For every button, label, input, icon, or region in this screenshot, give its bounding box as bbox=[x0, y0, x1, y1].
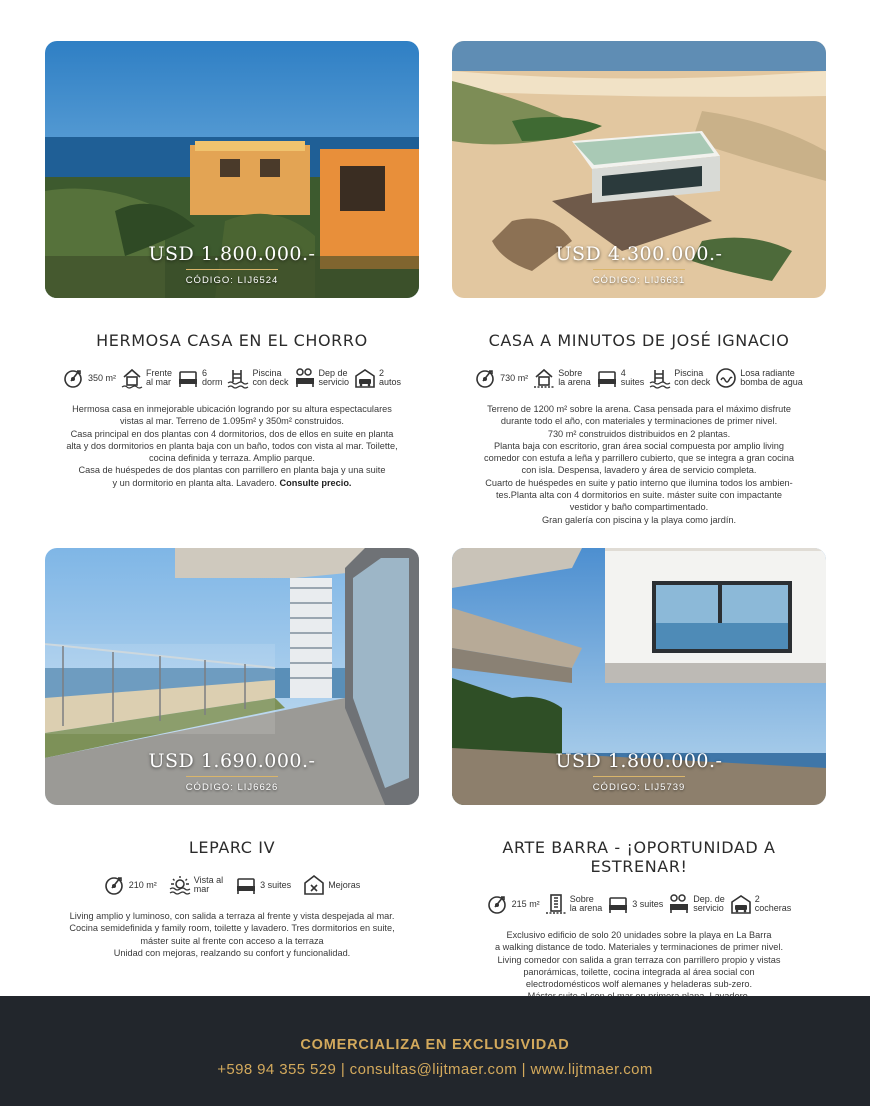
description-line: electrodomésticos wolf alemanes y heladeras sub-zero. bbox=[525, 979, 753, 990]
listing-title: CASA A MINUTOS DE JOSÉ IGNACIO bbox=[488, 331, 790, 350]
footer-contact[interactable]: +598 94 355 529 | consultas@lijtmaer.com | www.lijtmaer.com bbox=[217, 1061, 653, 1078]
area-icon bbox=[104, 874, 126, 896]
feature-suites bbox=[235, 874, 291, 896]
description-line: 730 m² construidos distribuidos en 2 plantas. bbox=[547, 428, 731, 439]
description-line: Exclusivo edificio de solo 20 unidades sobre la playa en La Barra bbox=[506, 930, 772, 940]
listing-title: ARTE BARRA - ¡OPORTUNIDAD A ESTRENAR! bbox=[502, 838, 776, 876]
footer-title: COMERCIALIZA EN EXCLUSIVIDAD bbox=[300, 1037, 570, 1053]
listing-code: CÓDIGO: LIJ6631 bbox=[592, 275, 686, 286]
description-line: Cocina semidefinida y family room, toilette y lavadero. Tres dormitorios en suite, bbox=[69, 923, 395, 934]
price-overlay bbox=[452, 243, 826, 286]
listing-price: USD 4.300.000.- bbox=[555, 243, 723, 265]
listing-card bbox=[45, 548, 419, 959]
price-divider bbox=[593, 776, 685, 777]
area-icon bbox=[487, 893, 509, 915]
feature-label: Sobre la arena bbox=[558, 368, 591, 387]
description-line: a walking distance de todo. Materiales y terminaciones de primer nivel. bbox=[494, 942, 783, 953]
sand-building-icon bbox=[545, 893, 567, 915]
pool-icon bbox=[227, 367, 249, 389]
radiant-floor-icon bbox=[715, 367, 737, 389]
feature-on-sand bbox=[545, 893, 603, 915]
feature-service-quarters bbox=[294, 367, 350, 389]
listing-code: CÓDIGO: LIJ5739 bbox=[592, 782, 686, 793]
price-divider bbox=[186, 269, 278, 270]
price-divider bbox=[593, 269, 685, 270]
description-line: alta y dos dormitorios en planta baja con un baño, todos con vista al mar. Toilette, bbox=[66, 440, 398, 451]
feature-garage bbox=[730, 893, 792, 915]
pool-icon bbox=[649, 367, 671, 389]
listing-photo-jose-ignacio bbox=[452, 41, 826, 298]
feature-sea-view bbox=[169, 874, 223, 896]
description-line: máster suite al frente con acceso a la terraza bbox=[140, 935, 324, 946]
description-line bbox=[51, 477, 413, 489]
listing-card bbox=[45, 41, 419, 489]
price-overlay bbox=[45, 750, 419, 793]
description-line: vestidor y baño compartimentado. bbox=[569, 502, 709, 513]
listing-code: CÓDIGO: LIJ6626 bbox=[185, 782, 279, 793]
service-quarters-icon bbox=[668, 893, 690, 915]
description-text: y un dormitorio en planta alta. Lavadero. bbox=[112, 477, 277, 488]
footer bbox=[0, 996, 870, 1106]
consult-price-cta: Consulte precio. bbox=[276, 477, 352, 488]
listing-photo-leparc bbox=[45, 548, 419, 805]
garage-icon bbox=[730, 893, 752, 915]
feature-label: 210 m² bbox=[128, 879, 157, 890]
feature-pool bbox=[649, 367, 710, 389]
feature-list bbox=[45, 872, 419, 898]
listing-description bbox=[45, 910, 419, 959]
feature-label: Mejoras bbox=[328, 879, 361, 890]
price-overlay bbox=[452, 750, 826, 793]
listing-card bbox=[452, 548, 826, 1015]
listing-title: HERMOSA CASA EN EL CHORRO bbox=[96, 331, 368, 350]
service-quarters-icon bbox=[294, 367, 316, 389]
feature-garage bbox=[354, 367, 401, 389]
feature-suites bbox=[596, 367, 645, 389]
feature-area bbox=[475, 367, 528, 389]
feature-label: Dep de servicio bbox=[318, 368, 350, 387]
feature-label: Vista al mar bbox=[193, 875, 224, 894]
feature-label: Piscina con deck bbox=[674, 368, 711, 387]
description-line: Cuarto de huéspedes en suite y patio interno que ilumina todos los ambien- bbox=[485, 477, 793, 488]
feature-label: 3 suites bbox=[632, 898, 664, 909]
description-line: Living comedor con salida a gran terraza con parrillero propio y vistas bbox=[497, 954, 781, 965]
garage-icon bbox=[354, 367, 376, 389]
feature-list bbox=[45, 365, 419, 391]
feature-label: Piscina con deck bbox=[252, 368, 289, 387]
description-line: Unidad con mejoras, realzando su confort y funcionalidad. bbox=[113, 947, 351, 958]
listing-photo-house-el-chorro bbox=[45, 41, 419, 298]
description-line: con isla. Despensa, lavadero y área de servicio completa. bbox=[521, 465, 757, 476]
feature-label: 3 suites bbox=[260, 879, 292, 890]
description-line: Gran galería con piscina y la playa como jardín. bbox=[541, 514, 737, 525]
description-line: cocina definida y terraza. Amplio parque. bbox=[149, 453, 315, 464]
sea-front-icon bbox=[121, 367, 143, 389]
sand-icon bbox=[533, 367, 555, 389]
feature-label: 2 autos bbox=[379, 368, 402, 387]
price-divider bbox=[186, 776, 278, 777]
feature-label: Losa radiante bomba de agua bbox=[740, 368, 803, 387]
feature-label: Dep. de servicio bbox=[693, 894, 725, 913]
feature-area bbox=[104, 874, 157, 896]
description-line: durante todo el año, con materiales y terminaciones de primer nivel. bbox=[500, 416, 778, 427]
feature-area bbox=[487, 893, 540, 915]
feature-label: 215 m² bbox=[511, 898, 540, 909]
description-line: Casa principal en dos plantas con 4 dormitorios, dos de ellos en suite en planta bbox=[70, 428, 394, 439]
area-icon bbox=[63, 367, 85, 389]
listing-price: USD 1.690.000.- bbox=[148, 750, 316, 772]
feature-label: 4 suites bbox=[620, 368, 645, 387]
feature-suites bbox=[607, 893, 663, 915]
listing-card bbox=[452, 41, 826, 526]
feature-service-quarters bbox=[668, 893, 725, 915]
bed-icon bbox=[177, 367, 199, 389]
feature-label: 730 m² bbox=[500, 372, 529, 383]
listing-title: LEPARC IV bbox=[188, 838, 276, 857]
listing-code: CÓDIGO: LIJ6524 bbox=[185, 275, 279, 286]
feature-radiant-floor bbox=[715, 367, 803, 389]
bed-icon bbox=[596, 367, 618, 389]
bed-icon bbox=[607, 893, 629, 915]
feature-area bbox=[63, 367, 116, 389]
listing-description bbox=[45, 403, 419, 489]
area-icon bbox=[475, 367, 497, 389]
description-line: Terreno de 1200 m² sobre la arena. Casa pensada para el máximo disfrute bbox=[487, 404, 791, 414]
feature-label: 6 dorm bbox=[201, 368, 223, 387]
feature-pool bbox=[227, 367, 288, 389]
feature-list bbox=[452, 365, 826, 391]
feature-label: Frente al mar bbox=[145, 368, 172, 387]
feature-label: 350 m² bbox=[87, 372, 116, 383]
bed-icon bbox=[235, 874, 257, 896]
improvements-icon bbox=[303, 874, 325, 896]
description-line: panorámicas, toilette, cocina integrada al área social con bbox=[523, 966, 755, 977]
feature-improvements bbox=[303, 874, 360, 896]
description-line: tes.Planta alta con 4 dormitorios en suite. máster suite con impactante bbox=[496, 490, 782, 501]
listing-price: USD 1.800.000.- bbox=[148, 243, 316, 265]
sea-view-icon bbox=[169, 874, 191, 896]
feature-label: 2 cocheras bbox=[754, 894, 792, 913]
feature-sea-front bbox=[121, 367, 172, 389]
listing-price: USD 1.800.000.- bbox=[555, 750, 723, 772]
price-overlay bbox=[45, 243, 419, 286]
feature-on-sand bbox=[533, 367, 591, 389]
feature-label: Sobre la arena bbox=[569, 894, 603, 913]
description-line: Hermosa casa en inmejorable ubicación logrando por su altura espectaculares bbox=[72, 404, 392, 414]
description-line: Planta baja con escritorio, gran área social compuesta por amplio living bbox=[493, 440, 785, 451]
feature-bedrooms bbox=[177, 367, 223, 389]
description-line: Living amplio y luminoso, con salida a terraza al frente y vista despejada al mar. bbox=[69, 911, 395, 921]
description-line: Casa de huéspedes de dos plantas con parrillero en planta baja y una suite bbox=[78, 465, 386, 476]
description-line: vistas al mar. Terreno de 1.095m² y 350m² construidos. bbox=[119, 416, 344, 427]
listing-photo-arte-barra bbox=[452, 548, 826, 805]
description-line: comedor con estufa a leña y parrillero cubierto, que se integra a gran cocina bbox=[483, 453, 794, 464]
feature-list bbox=[452, 891, 826, 917]
listing-description bbox=[452, 403, 826, 526]
